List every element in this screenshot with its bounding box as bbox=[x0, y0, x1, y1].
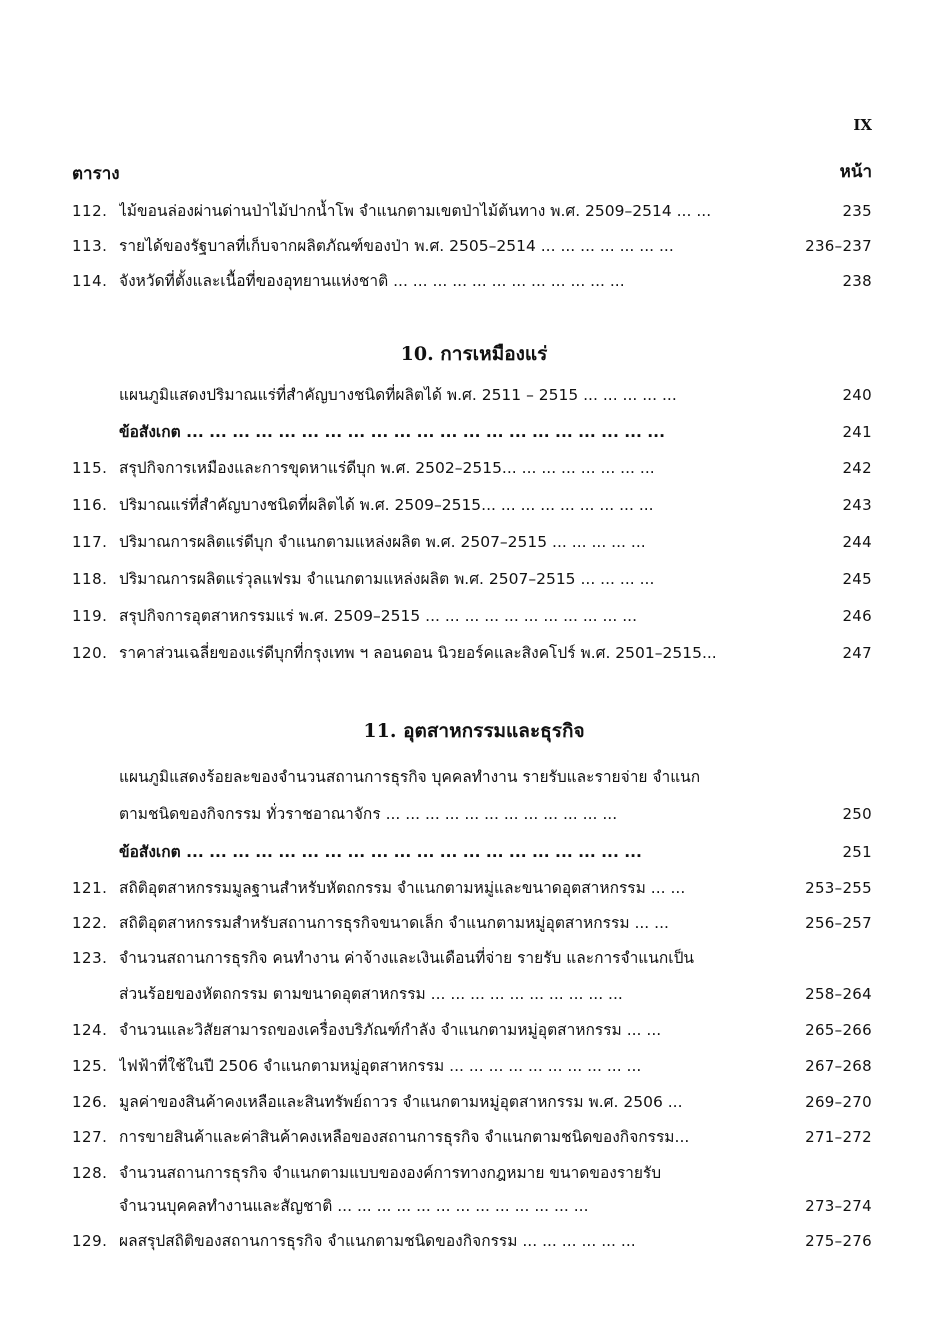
toc-entry bbox=[0, 981, 948, 1007]
toc-entry-title: ปริมาณการผลิตแร่ดีบุก จำแนกตามแหล่งผลิต พ.ศ. 2507–2515 ... ... ... ... ... bbox=[119, 533, 646, 551]
toc-entry-page: 256–257 bbox=[805, 914, 872, 932]
toc-entry bbox=[0, 945, 948, 971]
toc-entry-page: 235 bbox=[842, 202, 872, 220]
toc-entry-title: ไม้ขอนล่องผ่านด่านป่าไม้ปากน้ำโพ จำแนกตามเขตป่าไม้ต้นทาง พ.ศ. 2509–2514 ... ... bbox=[119, 202, 712, 220]
toc-entry-title: จำนวนและวิสัยสามารถของเครื่องบริภัณฑ์กำลัง จำแนกตามหมู่อุตสาหกรรม ... ... bbox=[119, 1021, 662, 1039]
toc-entry bbox=[0, 529, 948, 555]
toc-entry-page: 240 bbox=[842, 386, 872, 404]
toc-entry-title: ผลสรุปสถิติของสถานการธุรกิจ จำแนกตามชนิดของกิจกรรม ... ... ... ... ... ... bbox=[119, 1232, 636, 1250]
toc-entry-title: มูลค่าของสินค้าคงเหลือและสินทรัพย์ถาวร จำแนกตามหมู่อุตสาหกรรม พ.ศ. 2506 ... bbox=[119, 1093, 683, 1111]
toc-entry-title: ข้อสังเกต ... ... ... ... ... ... ... ... ... ... ... ... ... ... ... ... ... ... ... ... ... bbox=[119, 423, 665, 441]
toc-entry bbox=[0, 1193, 948, 1219]
toc-entry-number: 128. bbox=[72, 1164, 108, 1182]
toc-entry bbox=[0, 1124, 948, 1150]
section-heading-10: 10. การเหมืองแร่ bbox=[400, 343, 548, 365]
toc-entry-title: รายได้ของรัฐบาลที่เก็บจากผลิตภัณฑ์ของป่า พ.ศ. 2505–2514 ... ... ... ... ... ... ... bbox=[119, 237, 674, 255]
toc-entry-title: ส่วนร้อยของหัตถกรรม ตามขนาดอุตสาหกรรม ... ... ... ... ... ... ... ... ... ... bbox=[119, 985, 623, 1003]
toc-entry-number: 124. bbox=[72, 1021, 108, 1039]
toc-entry-title: ข้อสังเกต ... ... ... ... ... ... ... ... ... ... ... ... ... ... ... ... ... ... ... ... bbox=[119, 843, 642, 861]
toc-entry-page: 246 bbox=[842, 607, 872, 625]
toc-entry-page: 245 bbox=[842, 570, 872, 588]
toc-entry-page: 236–237 bbox=[805, 237, 872, 255]
toc-entry-page: 244 bbox=[842, 533, 872, 551]
toc-entry-title: จำนวนสถานการธุรกิจ จำแนกตามแบบขององค์การทางกฎหมาย ขนาดของรายรับ bbox=[119, 1164, 662, 1182]
toc-entry-number: 118. bbox=[72, 570, 108, 588]
toc-entry-page: 241 bbox=[842, 423, 872, 441]
toc-entry-number: 114. bbox=[72, 272, 108, 290]
toc-entry bbox=[0, 1160, 948, 1186]
toc-entry bbox=[0, 1089, 948, 1115]
toc-entry-title: ราคาส่วนเฉลี่ยของแร่ดีบุกที่กรุงเทพ ฯ ลอนดอน นิวยอร์คและสิงคโปร์ พ.ศ. 2501–2515... bbox=[119, 644, 717, 662]
toc-entry-title: สถิติอุตสาหกรรมมูลฐานสำหรับหัตถกรรม จำแนกตามหมู่และขนาดอุตสาหกรรม ... ... bbox=[119, 879, 686, 897]
toc-entry-title: จำนวนสถานการธุรกิจ คนทำงาน ค่าจ้างและเงินเดือนที่จ่าย รายรับ และการจำแนกเป็น bbox=[119, 949, 694, 967]
page-column-label: หน้า bbox=[839, 162, 872, 182]
toc-entry-title: การขายสินค้าและค่าสินค้าคงเหลือของสถานการธุรกิจ จำแนกตามชนิดของกิจกรรม... bbox=[119, 1128, 690, 1146]
toc-entry-page: 269–270 bbox=[805, 1093, 872, 1111]
toc-entry-number: 119. bbox=[72, 607, 108, 625]
toc-entry-number: 125. bbox=[72, 1057, 108, 1075]
toc-entry-number: 113. bbox=[72, 237, 108, 255]
toc-entry-number: 112. bbox=[72, 202, 108, 220]
toc-entry-title: จังหวัดที่ตั้งและเนื้อที่ของอุทยานแห่งชาติ ... ... ... ... ... ... ... ... ... ... ... ... bbox=[119, 272, 625, 290]
toc-entry-page: 242 bbox=[842, 459, 872, 477]
toc-entry bbox=[0, 875, 948, 901]
toc-entry-title: ไฟฟ้าที่ใช้ในปี 2506 จำแนกตามหมู่อุตสาหกรรม ... ... ... ... ... ... ... ... ... ... bbox=[119, 1057, 642, 1075]
toc-entry-number: 117. bbox=[72, 533, 108, 551]
toc-entry-number: 116. bbox=[72, 496, 108, 514]
toc-entry-number: 121. bbox=[72, 879, 108, 897]
toc-entry-page: 250 bbox=[842, 805, 872, 823]
toc-entry bbox=[0, 198, 948, 224]
toc-entry bbox=[0, 801, 948, 827]
toc-entry-page: 243 bbox=[842, 496, 872, 514]
toc-entry-page: 253–255 bbox=[805, 879, 872, 897]
toc-entry bbox=[0, 1053, 948, 1079]
toc-entry-page: 265–266 bbox=[805, 1021, 872, 1039]
toc-entry-number: 126. bbox=[72, 1093, 108, 1111]
toc-entry bbox=[0, 455, 948, 481]
toc-entry-number: 129. bbox=[72, 1232, 108, 1250]
toc-entry-number: 115. bbox=[72, 459, 108, 477]
toc-entry bbox=[0, 233, 948, 259]
toc-entry-page: 267–268 bbox=[805, 1057, 872, 1075]
toc-entry bbox=[0, 1017, 948, 1043]
toc-entry-title: ปริมาณการผลิตแร่วุลแฟรม จำแนกตามแหล่งผลิต พ.ศ. 2507–2515 ... ... ... ... bbox=[119, 570, 655, 588]
toc-entry-title: แผนภูมิแสดงร้อยละของจำนวนสถานการธุรกิจ บุคคลทำงาน รายรับและรายจ่าย จำแนก bbox=[119, 768, 701, 786]
toc-entry bbox=[0, 268, 948, 294]
toc-entry bbox=[0, 839, 948, 865]
toc-entry-title: แผนภูมิแสดงปริมาณแร่ที่สำคัญบางชนิดที่ผลิตได้ พ.ศ. 2511 – 2515 ... ... ... ... ... bbox=[119, 386, 677, 404]
toc-entry bbox=[0, 764, 948, 790]
toc-entry-number: 120. bbox=[72, 644, 108, 662]
toc-entry bbox=[0, 382, 948, 408]
toc-entry-title: จำนวนบุคคลทำงานและสัญชาติ ... ... ... ... ... ... ... ... ... ... ... ... ... bbox=[119, 1197, 589, 1215]
toc-entry bbox=[0, 603, 948, 629]
toc-entry-number: 123. bbox=[72, 949, 108, 967]
toc-entry-page: 238 bbox=[842, 272, 872, 290]
toc-entry-title: สถิติอุตสาหกรรมสำหรับสถานการธุรกิจขนาดเล็ก จำแนกตามหมู่อุตสาหกรรม ... ... bbox=[119, 914, 669, 932]
toc-entry-title: ตามชนิดของกิจกรรม ทั่วราชอาณาจักร ... ... ... ... ... ... ... ... ... ... ... ... bbox=[119, 805, 618, 823]
section-heading-11: 11. อุตสาหกรรมและธุรกิจ bbox=[363, 720, 585, 742]
toc-entry-page: 258–264 bbox=[805, 985, 872, 1003]
toc-entry bbox=[0, 1228, 948, 1254]
toc-entry-page: 251 bbox=[842, 843, 872, 861]
toc-entry bbox=[0, 419, 948, 445]
toc-entry-page: 247 bbox=[842, 644, 872, 662]
toc-entry-title: สรุปกิจการเหมืองและการขุดหาแร่ดีบุก พ.ศ. 2502–2515... ... ... ... ... ... ... ... bbox=[119, 459, 655, 477]
toc-entry-page: 271–272 bbox=[805, 1128, 872, 1146]
toc-entry-title: สรุปกิจการอุตสาหกรรมแร่ พ.ศ. 2509–2515 ... ... ... ... ... ... ... ... ... ... ... bbox=[119, 607, 638, 625]
table-column-label: ตาราง bbox=[72, 164, 120, 184]
toc-entry-page: 275–276 bbox=[805, 1232, 872, 1250]
toc-entry bbox=[0, 566, 948, 592]
toc-entry bbox=[0, 640, 948, 666]
toc-entry-page: 273–274 bbox=[805, 1197, 872, 1215]
toc-entry-number: 122. bbox=[72, 914, 108, 932]
toc-entry-number: 127. bbox=[72, 1128, 108, 1146]
page-number: IX bbox=[853, 116, 872, 134]
toc-entry bbox=[0, 910, 948, 936]
toc-entry bbox=[0, 492, 948, 518]
toc-entry-title: ปริมาณแร่ที่สำคัญบางชนิดที่ผลิตได้ พ.ศ. 2509–2515... ... ... ... ... ... ... ... ... bbox=[119, 496, 654, 514]
